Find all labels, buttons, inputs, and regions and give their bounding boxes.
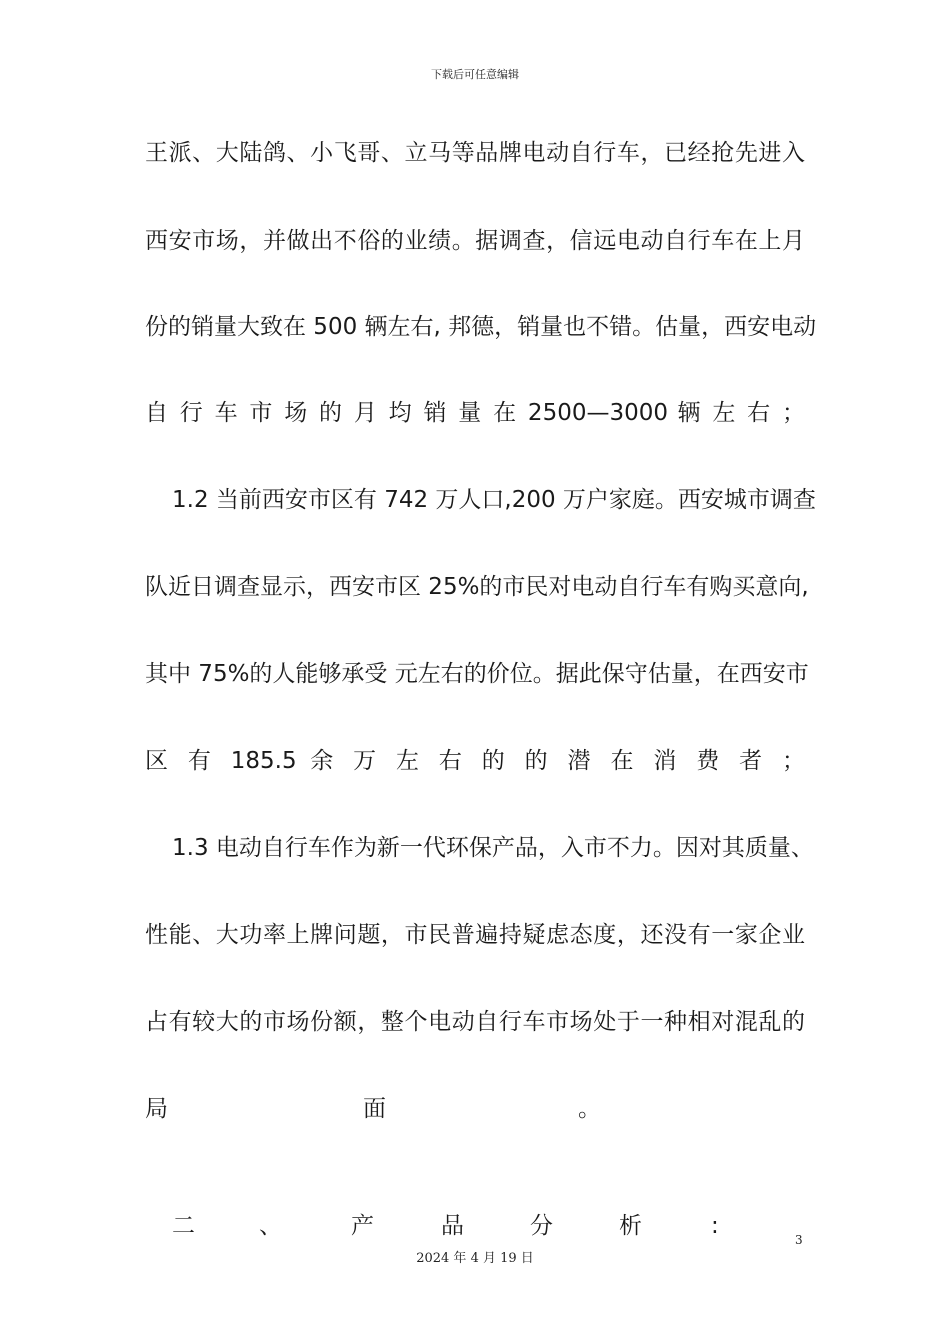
- page-number: 3: [795, 1233, 803, 1247]
- paragraph-line: 1.3 电动自行车作为新一代环保产品，入市不力。因对其质量、: [172, 835, 814, 861]
- paragraph-line: 其中 75%的人能够承受 元左右的价位。据此保守估量，在西安市: [145, 661, 809, 687]
- paragraph-last-line: [145, 1094, 805, 1124]
- paragraph-line: 队近日调查显示，西安市区 25%的市民对电动自行车有购买意向,: [145, 574, 809, 600]
- last-line-char: 。: [578, 1096, 601, 1122]
- heading-char: :: [711, 1213, 719, 1239]
- heading-char: 分: [530, 1213, 553, 1239]
- paragraph-line: 王派、大陆鸽、小飞哥、立马等品牌电动自行车，已经抢先进入: [145, 140, 805, 166]
- paragraph-line: 占有较大的市场份额，整个电动自行车市场处于一种相对混乱的: [145, 1009, 805, 1035]
- footer-date: 2024 年 4 月 19 日: [416, 1251, 534, 1266]
- heading-char: 析: [619, 1213, 642, 1239]
- paragraph-line: 西安市场，并做出不俗的业绩。据调查，信远电动自行车在上月: [145, 228, 805, 254]
- page-header-note: 下载后可任意编辑: [431, 68, 519, 81]
- paragraph-line: 自 行 车 市 场 的 月 均 销 量 在 2500—3000 辆 左 右 ；: [145, 400, 805, 426]
- last-line-char: 面: [363, 1096, 386, 1122]
- section-heading: [145, 1211, 805, 1241]
- heading-char: 产: [351, 1213, 374, 1239]
- heading-char: 品: [441, 1213, 464, 1239]
- heading-char: 二: [172, 1213, 195, 1239]
- paragraph-line: 区 有 185.5 余 万 左 右 的 的 潜 在 消 费 者 ；: [145, 748, 805, 774]
- paragraph-line: 份的销量大致在 500 辆左右, 邦德，销量也不错。估量，西安电动: [145, 314, 817, 340]
- last-line-char: 局: [145, 1096, 168, 1122]
- heading-char: 、: [259, 1213, 282, 1239]
- paragraph-line: 1.2 当前西安市区有 742 万人口,200 万户家庭。西安城市调查: [172, 487, 816, 513]
- paragraph-line: 性能、大功率上牌问题，市民普遍持疑虑态度，还没有一家企业: [145, 922, 805, 948]
